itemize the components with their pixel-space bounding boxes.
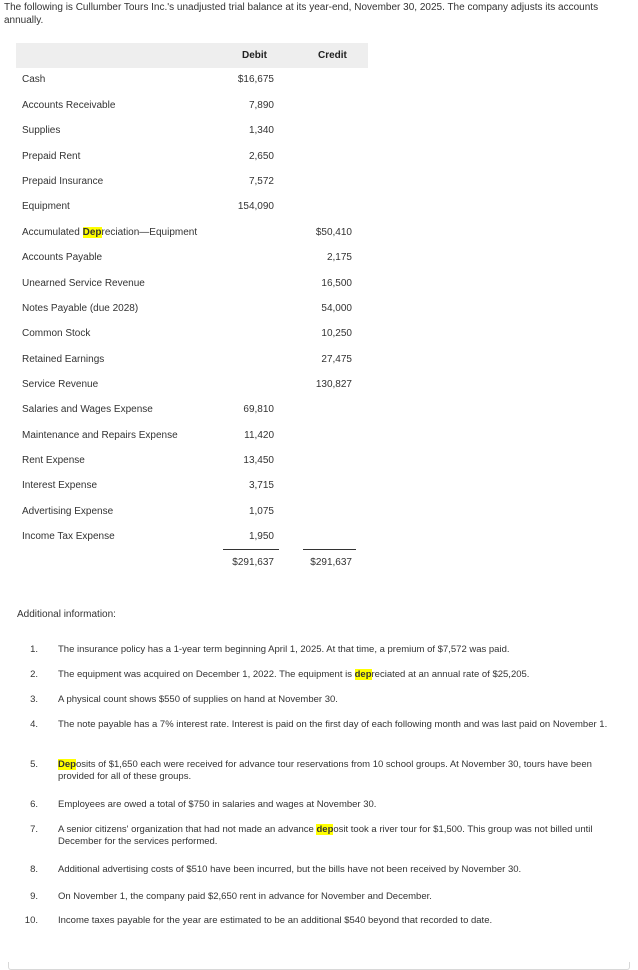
item-text: Employees are owed a total of $750 in salaries and wages at November 30.	[58, 799, 377, 810]
table-row	[16, 277, 368, 291]
frame-bottom	[8, 962, 630, 970]
item-number: 6.	[30, 799, 38, 810]
table-row	[16, 505, 368, 519]
table-row	[16, 226, 368, 240]
account-name: Supplies	[22, 125, 61, 136]
table-row	[16, 454, 368, 468]
highlighted-text: Dep	[82, 227, 102, 238]
account-name: Notes Payable (due 2028)	[22, 303, 139, 314]
item-text: The insurance policy has a 1-year term beginning April 1, 2025. At that time, a premium of $7,572 was paid.	[58, 644, 510, 655]
credit-amount: 54,000	[321, 303, 352, 314]
item-text-part: osit took a river tour for $1,500. This group was not billed until December for the services performed.	[58, 824, 593, 847]
table-row	[16, 530, 368, 544]
item-text	[58, 824, 630, 848]
item-text-part: osits of $1,650 each were received for advance tour reservations from 10 school groups. At November 30, tours have been provided for all of these groups.	[58, 759, 592, 782]
account-name	[22, 226, 197, 240]
account-name: Common Stock	[22, 328, 91, 339]
account-name-part: reciation—Equipment	[101, 227, 198, 238]
debit-amount: 1,075	[248, 506, 274, 517]
item-text: On November 1, the company paid $2,650 rent in advance for November and December.	[58, 891, 432, 902]
item-number: 4.	[30, 719, 38, 730]
credit-header: Credit	[318, 50, 347, 61]
table-row	[16, 302, 368, 316]
table-row	[16, 99, 368, 113]
trial-balance-table	[16, 43, 368, 568]
item-text	[58, 759, 630, 783]
debit-amount: 11,420	[244, 430, 274, 441]
debit-amount: 3,715	[248, 480, 274, 491]
highlighted-text: Dep	[58, 759, 76, 770]
item-number: 2.	[30, 669, 38, 680]
header-band	[16, 43, 368, 68]
table-row	[16, 353, 368, 367]
additional-info-label: Additional information:	[17, 609, 116, 620]
debit-total: $291,637	[232, 557, 274, 568]
table-row	[16, 378, 368, 392]
table-row	[16, 175, 368, 189]
highlighted-text: dep	[316, 824, 334, 835]
account-name: Equipment	[22, 201, 70, 212]
account-name: Unearned Service Revenue	[22, 278, 145, 289]
credit-amount: 130,827	[315, 379, 352, 390]
debit-amount: 7,572	[248, 176, 274, 187]
account-name: Retained Earnings	[22, 354, 105, 365]
totals-row	[16, 556, 368, 570]
debit-amount: 1,340	[248, 125, 274, 136]
intro-text: The following is Cullumber Tours Inc.'s unadjusted trial balance at its year-end, November 30, 2025. The company adjusts its accounts annually.	[4, 2, 599, 26]
item-text	[58, 669, 630, 681]
item-number: 1.	[30, 644, 38, 655]
account-name: Service Revenue	[22, 379, 99, 390]
debit-amount: 69,810	[243, 404, 274, 415]
credit-total: $291,637	[310, 557, 352, 568]
account-name: Accounts Payable	[22, 252, 103, 263]
account-name: Salaries and Wages Expense	[22, 404, 153, 415]
credit-amount: 27,475	[321, 354, 352, 365]
table-row	[16, 479, 368, 493]
debit-header: Debit	[242, 50, 267, 61]
debit-amount: $16,675	[237, 74, 274, 85]
account-name: Advertising Expense	[22, 506, 114, 517]
credit-amount: 2,175	[326, 252, 352, 263]
item-text-part: The equipment was acquired on December 1, 2022. The equipment is	[58, 669, 355, 680]
account-name: Prepaid Rent	[22, 151, 81, 162]
item-text: A physical count shows $550 of supplies on hand at November 30.	[58, 694, 338, 705]
table-row	[16, 251, 368, 265]
credit-amount: 10,250	[321, 328, 352, 339]
account-name-part: Accumulated	[22, 227, 83, 238]
table-row	[16, 403, 368, 417]
credit-total-rule	[303, 549, 356, 550]
table-row	[16, 327, 368, 341]
account-name: Maintenance and Repairs Expense	[22, 430, 178, 441]
table-row	[16, 200, 368, 214]
table-header	[16, 43, 368, 68]
item-number: 7.	[30, 824, 38, 835]
item-number: 3.	[30, 694, 38, 705]
item-number: 10.	[24, 915, 38, 926]
item-text-part: reciated at an annual rate of $25,205.	[371, 669, 530, 680]
account-name: Prepaid Insurance	[22, 176, 104, 187]
table-row	[16, 73, 368, 87]
table-row	[16, 429, 368, 443]
debit-amount: 7,890	[248, 100, 274, 111]
highlighted-text: dep	[354, 669, 372, 680]
account-name: Income Tax Expense	[22, 531, 115, 542]
item-text: Additional advertising costs of $510 have been incurred, but the bills have not been received by November 30.	[58, 864, 522, 875]
credit-amount: $50,410	[315, 227, 352, 238]
credit-amount: 16,500	[321, 278, 352, 289]
account-name: Rent Expense	[22, 455, 85, 466]
item-number: 9.	[30, 891, 38, 902]
item-number: 8.	[30, 864, 38, 875]
account-name: Accounts Receivable	[22, 100, 116, 111]
item-text-part: A senior citizens' organization that had not made an advance	[58, 824, 317, 835]
table-row	[16, 124, 368, 138]
item-number: 5.	[30, 759, 38, 770]
table-row	[16, 150, 368, 164]
debit-amount: 13,450	[243, 455, 274, 466]
debit-amount: 154,090	[237, 201, 274, 212]
debit-total-rule	[223, 549, 279, 550]
debit-amount: 2,650	[248, 151, 274, 162]
item-text: Income taxes payable for the year are estimated to be an additional $540 beyond that recorded to date.	[58, 915, 493, 926]
account-name: Interest Expense	[22, 480, 98, 491]
item-text: The note payable has a 7% interest rate. Interest is paid on the first day of each following month and was last paid on November 1.	[58, 719, 608, 730]
debit-amount: 1,950	[248, 531, 274, 542]
account-name: Cash	[22, 74, 46, 85]
